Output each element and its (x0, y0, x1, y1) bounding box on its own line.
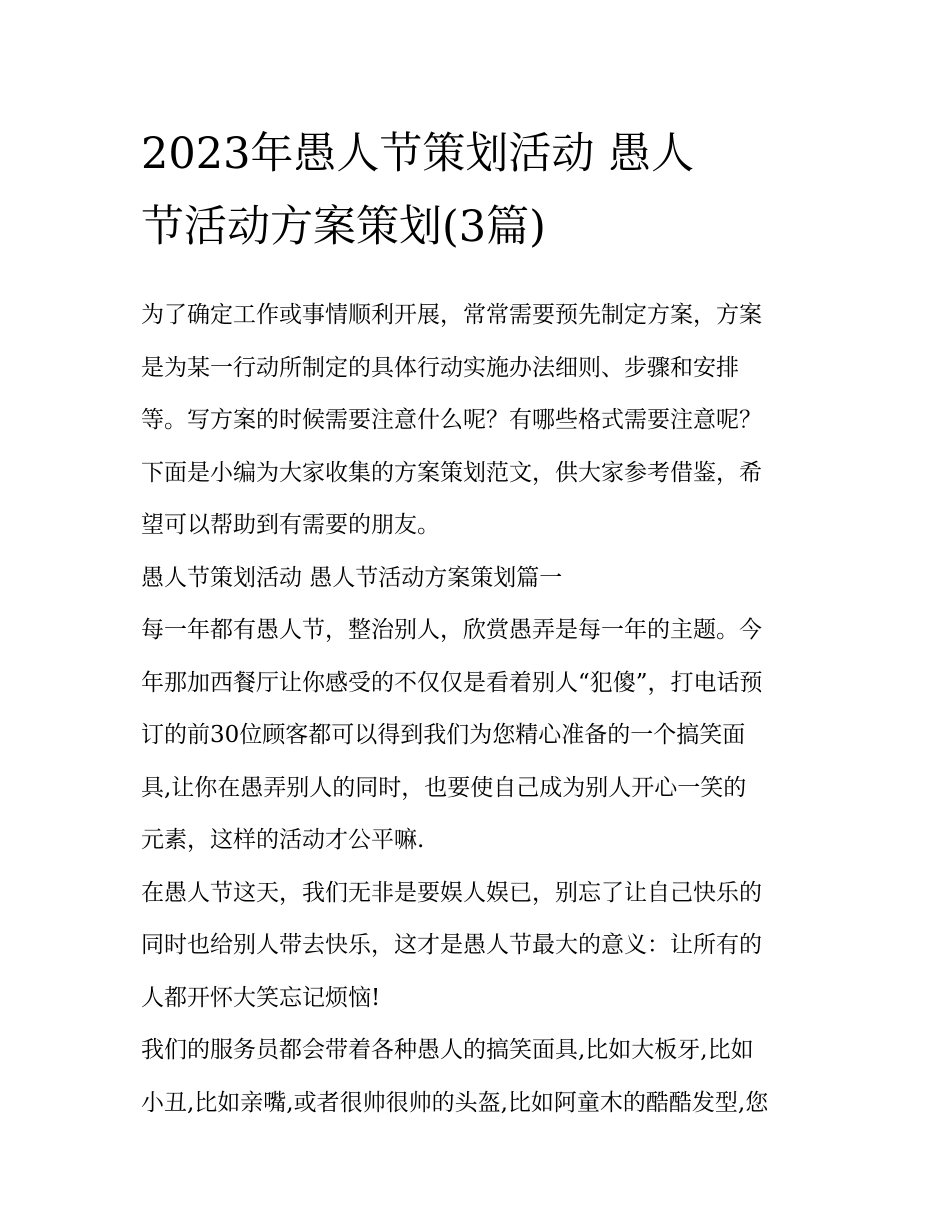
document-content (141, 118, 813, 1129)
paragraph-2 (141, 867, 813, 1025)
paragraph-3 (141, 1024, 813, 1129)
text-line: 订的前30位顾客都可以得到我们为您精心准备的一个搞笑面 (141, 722, 746, 748)
document-body (141, 289, 813, 1129)
text-line: 人都开怀大笑忘记烦恼! (141, 984, 381, 1011)
text-line: 同时也给别人带去快乐，这才是愚人节最大的意义：让所有的 (141, 932, 762, 958)
paragraph-intro (141, 289, 813, 552)
text-line: 下面是小编为大家收集的方案策划范文，供大家参考借鉴，希 (141, 459, 762, 486)
text-line: 元素，这样的活动才公平嘛. (141, 827, 425, 853)
text-line: 具,让你在愚弄别人的同时，也要使自己成为别人开心一笑的 (141, 774, 747, 801)
text-line: 每一年都有愚人节，整治别人，欣赏愚弄是每一年的主题。今 (141, 617, 762, 643)
text-line: 愚人节策划活动 愚人节活动方案策划篇一 (141, 564, 563, 591)
text-line: 是为某一行动所制定的具体行动实施办法细则、步骤和安排 (141, 354, 739, 381)
text-line: 我们的服务员都会带着各种愚人的搞笑面具,比如大板牙,比如 (141, 1037, 754, 1063)
title-line-2: 节活动方案策划(3篇) (141, 202, 546, 252)
title-line-1: 2023年愚人节策划活动 愚人 (141, 129, 695, 179)
text-line: 等。写方案的时候需要注意什么呢？有哪些格式需要注意呢？ (141, 407, 762, 433)
text-line: 望可以帮助到有需要的朋友。 (141, 512, 440, 538)
document-title (141, 118, 813, 264)
paragraph-1 (141, 604, 813, 867)
text-line: 在愚人节这天，我们无非是要娱人娱已，别忘了让自己快乐的 (141, 879, 762, 906)
text-line: 为了确定工作或事情顺利开展，常常需要预先制定方案，方案 (141, 302, 762, 328)
section-heading (141, 552, 813, 605)
text-line: 年那加西餐厅让你感受的不仅仅是看着别人“犯傻”，打电话预 (141, 669, 763, 696)
text-line: 小丑,比如亲嘴,或者很帅很帅的头盔,比如阿童木的酷酷发型,您 (141, 1089, 769, 1116)
